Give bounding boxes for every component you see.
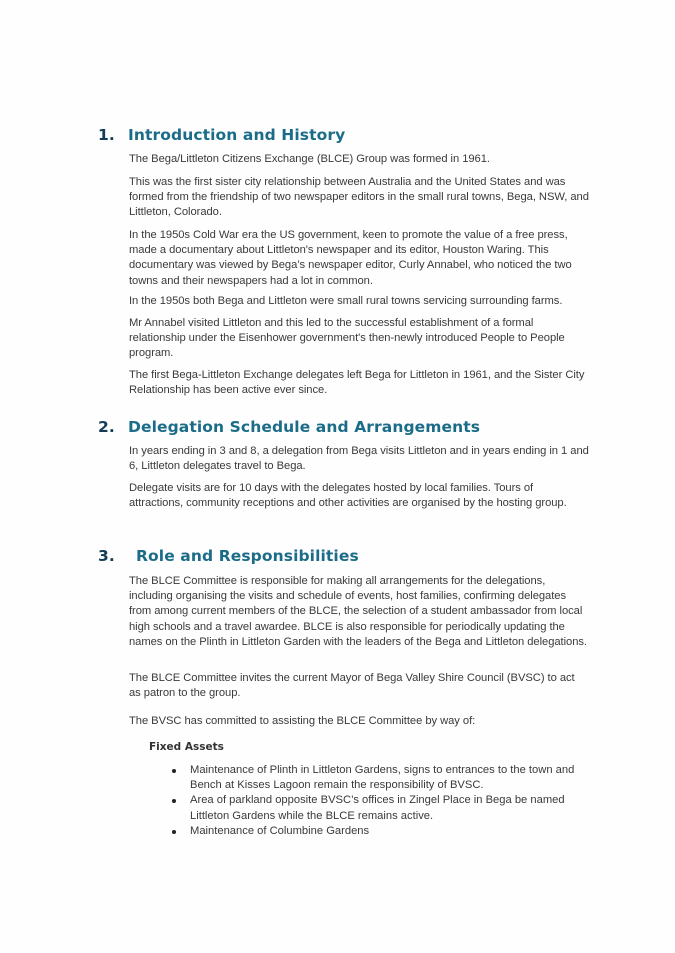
section-number: 3. [98, 547, 115, 565]
paragraph: The BLCE Committee invites the current Mayor of Bega Valley Shire Council (BVSC) to act as patron to the group. [129, 672, 575, 700]
paragraph: The first Bega-Littleton Exchange delegates left Bega for Littleton in 1961, and the Sister City Relationship has been active ever since. [129, 369, 585, 397]
bullet-icon [172, 799, 176, 803]
paragraph: In the 1950s Cold War era the US government, keen to promote the value of a free press, made a documentary about Littleton's newspaper and its editor, Houston Waring. This documentary was viewed by Bega’s newspaper editor, Curly Annabel, who noticed the two towns and their newspapers had a lot in common. [129, 229, 572, 287]
bullet-icon [172, 830, 176, 834]
bullet-icon [172, 769, 176, 773]
list-item [172, 793, 592, 823]
section-title: Introduction and History [128, 126, 346, 144]
list-item-text: Maintenance of Plinth in Littleton Gardens, signs to entrances to the town and Bench at Kisses Lagoon remain the responsibility of BVSC. [190, 764, 575, 792]
paragraph: In years ending in 3 and 8, a delegation from Bega visits Littleton and in years ending in 1 and 6, Littleton delegates travel to Bega. [129, 445, 589, 473]
paragraph: The BLCE Committee is responsible for making all arrangements for the delegations, including organising the visits and schedule of events, host families, confirming delegates from among current members of the BLCE, the selection of a student ambassador from local high schools and a travel awardee. BLCE is also responsible for periodically updating the names on the Plinth in Littleton Garden with the leaders of the Bega and Littleton delegations. [129, 575, 587, 648]
list-item [172, 824, 592, 839]
paragraph: Mr Annabel visited Littleton and this led to the successful establishment of a formal relationship under the Eisenhower government's then-newly introduced People to People program. [129, 317, 565, 360]
list-item-text: Area of parkland opposite BVSC’s offices in Zingel Place in Bega be named Littleton Gardens while the BLCE remains active. [190, 794, 565, 822]
list-item [172, 763, 592, 793]
list-item-text: Maintenance of Columbine Gardens [190, 824, 370, 837]
paragraph: Delegate visits are for 10 days with the delegates hosted by local families. Tours of attractions, community receptions and other activities are organised by the hosting group. [129, 482, 567, 510]
bullet-list [172, 763, 592, 839]
paragraph: The Bega/Littleton Citizens Exchange (BLCE) Group was formed in 1961. [129, 153, 490, 165]
subheading-fixed-assets: Fixed Assets [149, 741, 224, 753]
section-number: 2. [98, 418, 115, 436]
paragraph: In the 1950s both Bega and Littleton were small rural towns servicing surrounding farms. [129, 295, 563, 307]
paragraph: This was the first sister city relationship between Australia and the United States and was formed from the friendship of two newspaper editors in the small rural towns, Bega, NSW, and Littleton, Colorado. [129, 176, 589, 219]
section-title: Delegation Schedule and Arrangements [128, 418, 481, 436]
section-title: Role and Responsibilities [136, 547, 359, 565]
paragraph: The BVSC has committed to assisting the BLCE Committee by way of: [129, 715, 476, 727]
section-number: 1. [98, 126, 115, 144]
